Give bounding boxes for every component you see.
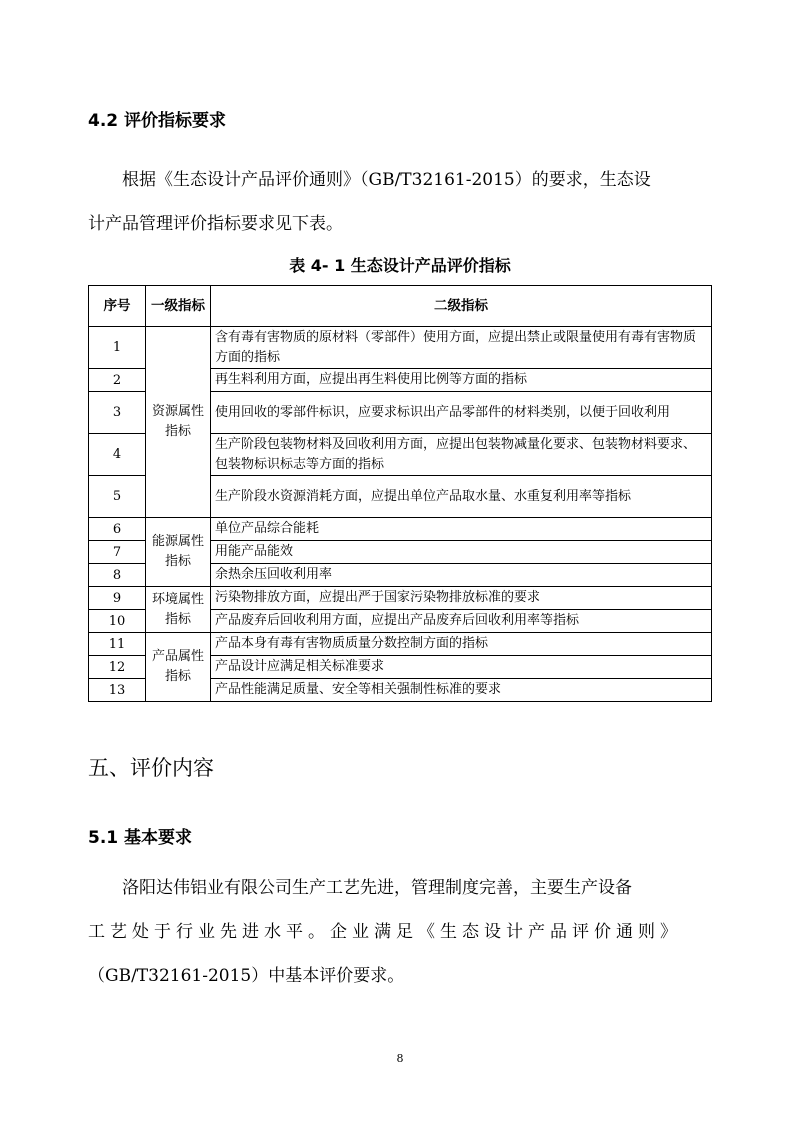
basic-line-1: 洛阳达伟铝业有限公司生产工艺先进，管理制度完善，主要生产设备 (122, 878, 632, 898)
intro-paragraph (88, 158, 712, 246)
section-5-1-heading: 5.1 基本要求 (88, 828, 193, 848)
row-number: 3 (89, 392, 146, 434)
level2-indicator: 产品设计应满足相关标准要求 (211, 656, 712, 679)
row-number: 5 (89, 476, 146, 518)
level2-indicator: 使用回收的零部件标识，应要求标识出产品零部件的材料类别，以便于回收利用 (211, 392, 712, 434)
row-number: 11 (89, 633, 146, 656)
basic-line-3: （GB/T32161-2015）中基本评价要求。 (88, 966, 405, 986)
table-header-row (89, 286, 712, 327)
basic-requirements-paragraph (88, 866, 712, 998)
row-number: 7 (89, 541, 146, 564)
table-row (89, 587, 712, 610)
level2-indicator: 含有毒有害物质的原材料（零部件）使用方面，应提出禁止或限量使用有毒有害物质方面的指标 (211, 327, 712, 369)
section-5-heading: 五、评价内容 (88, 756, 214, 780)
row-number: 13 (89, 679, 146, 702)
header-level2: 二级指标 (211, 286, 712, 327)
intro-line-1: 根据《生态设计产品评价通则》（GB/T32161-2015）的要求，生态设 (122, 170, 651, 190)
evaluation-indicator-table (88, 285, 712, 702)
level2-indicator: 再生料利用方面，应提出再生料使用比例等方面的指标 (211, 369, 712, 392)
level1-category: 产品属性指标 (146, 633, 211, 702)
intro-line-2: 计产品管理评价指标要求见下表。 (88, 214, 343, 234)
row-number: 1 (89, 327, 146, 369)
level1-category: 能源属性指标 (146, 518, 211, 587)
table-row (89, 633, 712, 656)
level2-indicator: 用能产品能效 (211, 541, 712, 564)
level2-indicator: 生产阶段水资源消耗方面，应提出单位产品取水量、水重复利用率等指标 (211, 476, 712, 518)
level2-indicator: 产品废弃后回收利用方面，应提出产品废弃后回收利用率等指标 (211, 610, 712, 633)
row-number: 6 (89, 518, 146, 541)
table-caption: 表 4- 1 生态设计产品评价指标 (289, 256, 511, 275)
table-body (89, 327, 712, 702)
header-level1: 一级指标 (146, 286, 211, 327)
basic-line-2: 工艺处于行业先进水平。企业满足《生态设计产品评价通则》 (88, 922, 682, 942)
page-number: 8 (396, 1052, 404, 1065)
row-number: 9 (89, 587, 146, 610)
row-number: 12 (89, 656, 146, 679)
level2-indicator: 产品本身有毒有害物质质量分数控制方面的指标 (211, 633, 712, 656)
level2-indicator: 生产阶段包装物材料及回收利用方面，应提出包装物减量化要求、包装物材料要求、包装物标识标志等方面的指标 (211, 434, 712, 476)
row-number: 2 (89, 369, 146, 392)
level1-category: 环境属性指标 (146, 587, 211, 633)
section-4-2-heading: 4.2 评价指标要求 (88, 111, 227, 131)
row-number: 10 (89, 610, 146, 633)
table-row (89, 518, 712, 541)
row-number: 8 (89, 564, 146, 587)
table-row (89, 327, 712, 369)
level2-indicator: 产品性能满足质量、安全等相关强制性标准的要求 (211, 679, 712, 702)
level2-indicator: 单位产品综合能耗 (211, 518, 712, 541)
level2-indicator: 余热余压回收利用率 (211, 564, 712, 587)
row-number: 4 (89, 434, 146, 476)
level1-category: 资源属性指标 (146, 327, 211, 518)
header-no: 序号 (89, 286, 146, 327)
level2-indicator: 污染物排放方面，应提出严于国家污染物排放标准的要求 (211, 587, 712, 610)
